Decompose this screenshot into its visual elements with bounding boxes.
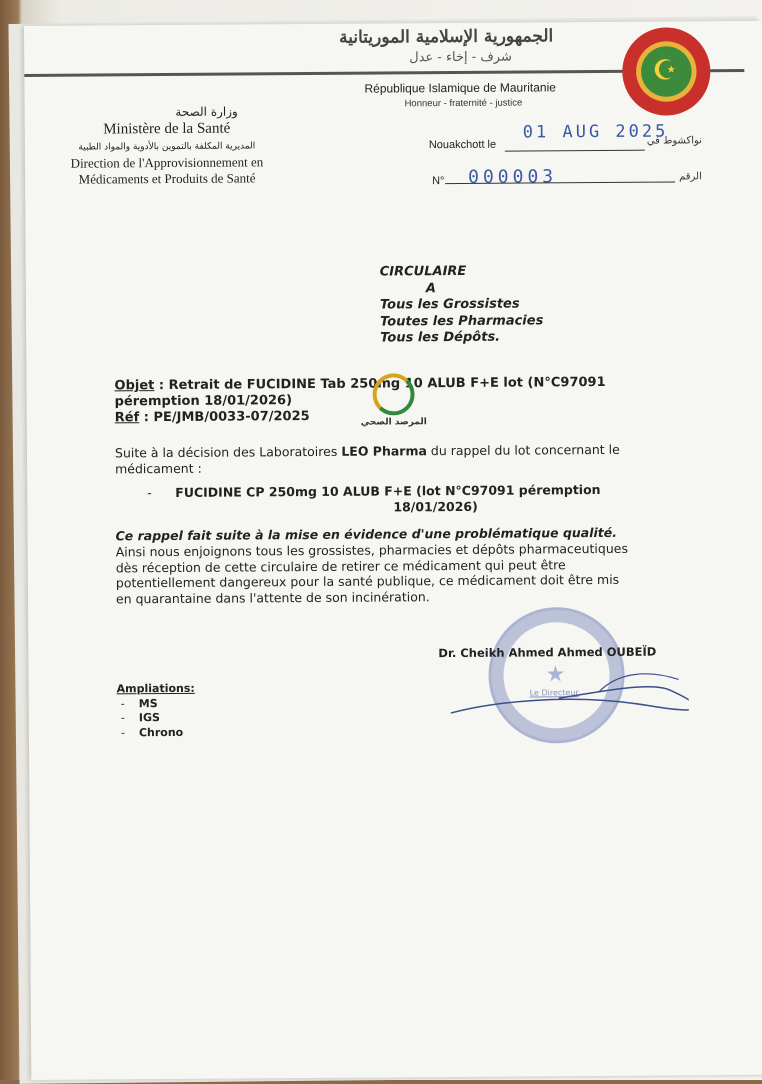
suite-paragraph: [115, 441, 715, 476]
ref-text: : PE/JMB/0033-07/2025: [139, 409, 310, 426]
recipient: Tous les Dépôts.: [380, 329, 501, 346]
suite-text-2: du rappel du lot concernant le: [426, 441, 620, 459]
ainsi-line: Ainsi nous enjoignons tous les grossistes, pharmacies et dépôts pharmaceutiques: [115, 540, 628, 560]
star-crescent-icon: ☪: [652, 53, 678, 87]
number-underline: [445, 181, 675, 184]
recipient: Tous les Grossistes: [379, 296, 520, 313]
star-icon: ★: [545, 662, 566, 688]
suite-text-1: Suite à la décision des Laboratoires: [114, 443, 342, 461]
suite-line2: médicament :: [115, 460, 202, 476]
signer-name: Dr. Cheikh Ahmed Ahmed OUBEÏD: [438, 644, 657, 661]
ministry-block: [47, 104, 288, 188]
arabic-number-label: الرقم: [679, 171, 702, 183]
watermark-text: المرصد الصحي: [360, 417, 427, 428]
national-seal-logo: [622, 27, 711, 116]
french-direction-line2: Médicaments et Produits de Santé: [78, 170, 256, 187]
lab-name: LEO Pharma: [341, 443, 427, 459]
arabic-date-label: نواكشوط في: [646, 135, 702, 147]
date-label: Nouakchott le: [428, 138, 497, 152]
ampliations-title: Ampliations:: [116, 681, 195, 696]
date-value: 01 AUG 2025: [522, 121, 669, 143]
date-underline: [505, 150, 645, 152]
circular-to: A: [425, 280, 436, 296]
arabic-ministry: وزارة الصحة: [175, 104, 238, 119]
recipient: Toutes les Pharmacies: [380, 312, 544, 330]
product-line2: 18/01/2026): [393, 498, 478, 515]
arabic-motto: شرف - إخاء - عدل: [409, 49, 512, 66]
french-direction-line1: Direction de l'Approvisionnement en: [70, 154, 264, 171]
objet-text: : Retrait de FUCIDINE Tab 250mg 10 ALUB F+E lot (N°C97091: [154, 374, 606, 394]
ampl-bullet: -: [120, 725, 125, 739]
arabic-direction: المديرية المكلفة بالتموين بالأدوية والمواد الطبية: [78, 141, 256, 153]
ampliation-item: IGS: [138, 711, 160, 725]
ampliation-item: MS: [138, 696, 158, 710]
stamp-label: Le Directeur: [529, 688, 579, 698]
ref-label: Réf: [114, 410, 140, 426]
ainsi-line: en quarantaine dans l'attente de son incinération.: [115, 588, 430, 606]
french-motto: Honneur - fraternité - justice: [404, 97, 523, 110]
french-ministry: Ministère de la Santé: [103, 120, 231, 138]
ampliations-block: [117, 682, 196, 741]
objet-text-line2: péremption 18/01/2026): [114, 393, 293, 410]
handwritten-signature: [448, 661, 688, 723]
french-republic-title: République Islamique de Mauritanie: [364, 80, 556, 96]
ainsi-paragraph: [116, 540, 716, 606]
ampl-bullet: -: [120, 696, 125, 710]
rappel-statement: Ce rappel fait suite à la mise en évidence d'une problématique qualité.: [115, 524, 618, 544]
ainsi-line: potentiellement dangereux pour la santé publique, ce médicament doit être mis: [115, 571, 620, 591]
number-label: N°: [432, 175, 445, 188]
circular-title: CIRCULAIRE: [379, 263, 467, 280]
document-page: [24, 21, 762, 1080]
ampl-bullet: -: [120, 711, 125, 725]
product-bullet: -: [147, 485, 152, 501]
watermark-logo-icon: [372, 373, 414, 415]
objet-label: Objet: [114, 378, 155, 394]
ainsi-line: dès réception de cette circulaire de retirer ce médicament qui peut être: [115, 556, 566, 575]
watermark: [358, 373, 428, 427]
circular-heading: [380, 263, 544, 347]
product-item: [147, 481, 687, 517]
arabic-republic-title: الجمهورية الإسلامية الموريتانية: [339, 26, 554, 48]
number-value: 000003: [467, 166, 558, 188]
ampliation-item: Chrono: [138, 725, 184, 739]
product-line1: FUCIDINE CP 250mg 10 ALUB F+E (lot N°C97091 péremption: [175, 481, 601, 500]
